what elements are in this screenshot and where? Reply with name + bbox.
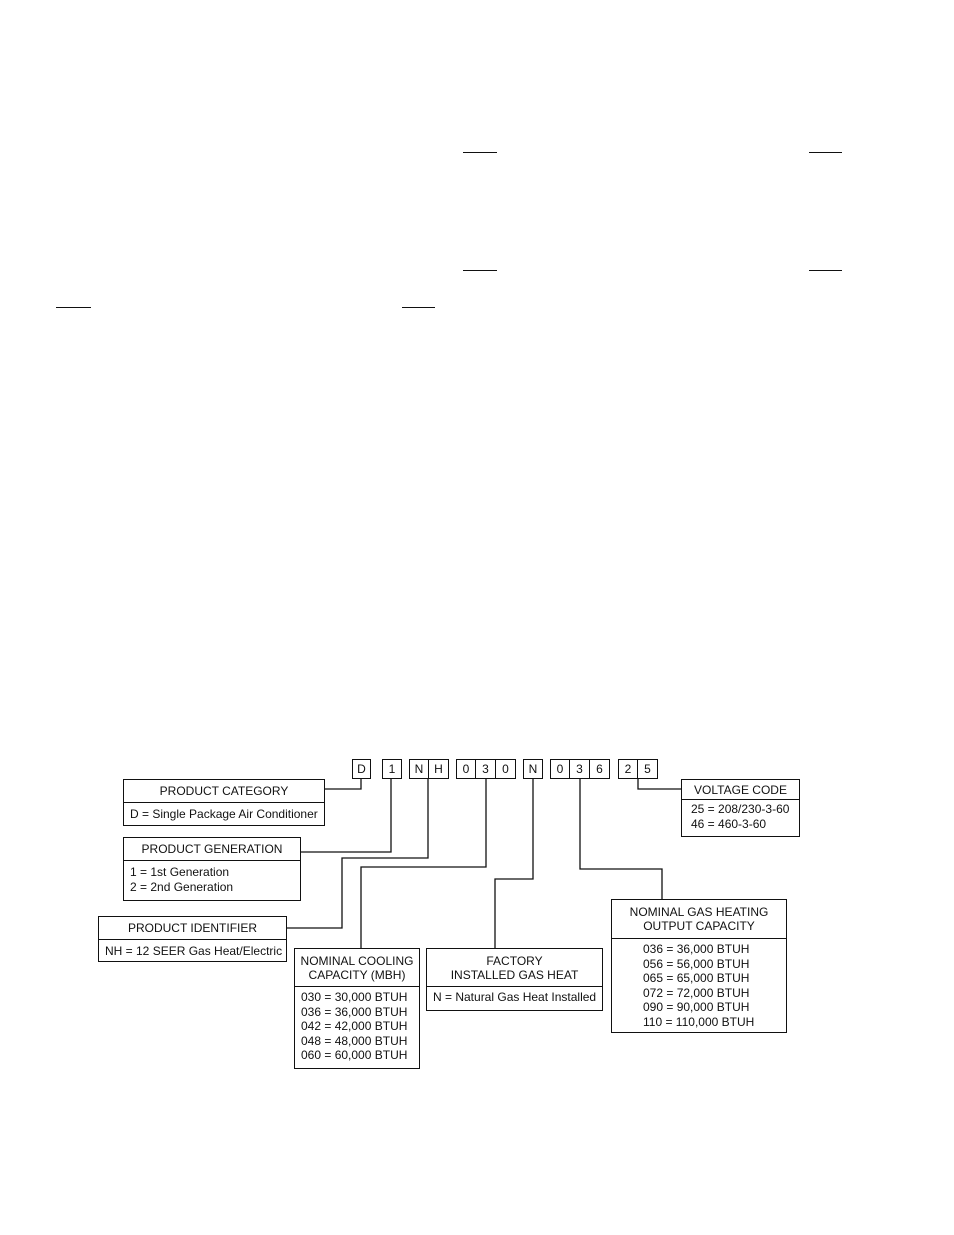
nominal-gas-heating-title: NOMINAL GAS HEATING OUTPUT CAPACITY xyxy=(612,900,786,939)
nominal-cooling-box xyxy=(294,948,420,1069)
nominal-cooling-item: 042 = 42,000 BTUH xyxy=(301,1019,408,1033)
connector-voltage-code xyxy=(638,779,682,789)
product-category-title: PRODUCT CATEGORY xyxy=(124,780,324,803)
factory-gas-heat-box xyxy=(426,948,603,1011)
voltage-code-item: 46 = 460-3-60 xyxy=(691,816,767,831)
model-code-cell: 2 xyxy=(618,759,638,779)
product-identifier-title: PRODUCT IDENTIFIER xyxy=(99,917,286,940)
model-code-cell: N xyxy=(409,759,429,779)
model-code-cell: H xyxy=(428,759,449,779)
connector-factory-gas-heat xyxy=(495,779,533,949)
product-generation-box xyxy=(123,837,301,901)
model-code-cell: 5 xyxy=(637,759,658,779)
connector-nominal-gas-heating xyxy=(580,779,662,900)
voltage-code-title: VOLTAGE CODE xyxy=(682,780,799,800)
product-generation-item: 1 = 1st Generation xyxy=(130,865,230,879)
voltage-code-item: 25 = 208/230-3-60 xyxy=(691,802,790,816)
nominal-cooling-item: 036 = 36,000 BTUH xyxy=(301,1004,408,1019)
nominal-cooling-item: 048 = 48,000 BTUH xyxy=(301,1033,408,1048)
factory-gas-heat-item: N = Natural Gas Heat Installed xyxy=(433,990,597,1004)
product-category-box xyxy=(123,779,325,826)
nominal-gas-heating-item: 090 = 90,000 BTUH xyxy=(643,1000,750,1014)
model-code-cell: 1 xyxy=(382,759,402,779)
connector-product-category xyxy=(324,779,361,789)
product-generation-title: PRODUCT GENERATION xyxy=(124,838,300,861)
nominal-gas-heating-box xyxy=(611,899,787,1033)
connector-nominal-cooling xyxy=(361,779,486,949)
model-code-cell: 0 xyxy=(456,759,476,779)
nominal-gas-heating-item: 036 = 36,000 BTUH xyxy=(643,942,750,956)
factory-gas-heat-title: FACTORY INSTALLED GAS HEAT xyxy=(427,949,602,987)
model-code-cell: D xyxy=(352,759,371,779)
product-category-item: D = Single Package Air Conditioner xyxy=(130,807,318,821)
model-code-cell: N xyxy=(523,759,543,779)
nominal-gas-heating-item: 110 = 110,000 BTUH xyxy=(643,1014,755,1029)
model-code-cell: 3 xyxy=(569,759,590,779)
nominal-cooling-item: 030 = 30,000 BTUH xyxy=(301,990,408,1004)
product-generation-item: 2 = 2nd Generation xyxy=(130,879,234,894)
nominal-gas-heating-item: 072 = 72,000 BTUH xyxy=(643,985,750,1000)
product-identifier-item: NH = 12 SEER Gas Heat/Electric xyxy=(105,944,283,958)
product-identifier-box xyxy=(98,916,287,962)
model-code-cell: 6 xyxy=(589,759,610,779)
nominal-gas-heating-item: 065 = 65,000 BTUH xyxy=(643,971,750,985)
model-code-cell: 0 xyxy=(550,759,570,779)
model-code-cell: 0 xyxy=(495,759,516,779)
nominal-cooling-title: NOMINAL COOLING CAPACITY (MBH) xyxy=(295,949,419,987)
voltage-code-box xyxy=(681,779,800,837)
model-code-cell: 3 xyxy=(475,759,496,779)
nominal-cooling-item: 060 = 60,000 BTUH xyxy=(301,1048,408,1062)
nominal-gas-heating-item: 056 = 56,000 BTUH xyxy=(643,956,750,971)
